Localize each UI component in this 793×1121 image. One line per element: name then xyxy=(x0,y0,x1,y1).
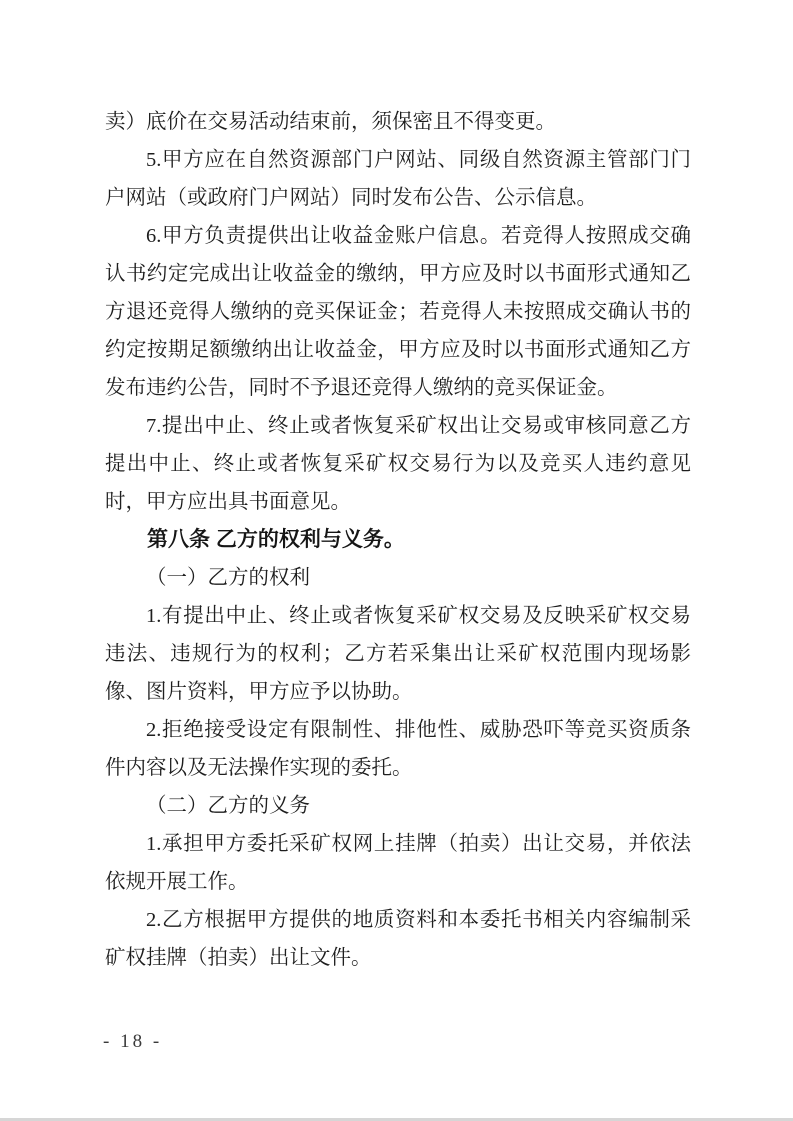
paragraph: 1.有提出中止、终止或者恢复采矿权交易及反映采矿权交易违法、违规行为的权利；乙方若采集出让采矿权范围内现场影像、图片资料，甲方应予以协助。 xyxy=(105,605,691,703)
paragraph: 2.乙方根据甲方提供的地质资料和本委托书相关内容编制采矿权挂牌（拍卖）出让文件。 xyxy=(105,909,691,969)
section-heading: 第八条 乙方的权利与义务。 xyxy=(147,528,405,551)
paragraph: 卖）底价在交易活动结束前，须保密且不得变更。 xyxy=(105,111,556,133)
paragraph: 6.甲方负责提供出让收益金账户信息。若竞得人按照成交确认书约定完成出让收益金的缴纳，甲方应及时以书面形式通知乙方退还竞得人缴纳的竞买保证金；若竞得人未按照成交确认书的约定按期足额缴纳出让收益金，甲方应及时以书面形式通知乙方发布违约公告，同时不予退还竞得人缴纳的竞买保证金。 xyxy=(105,225,691,399)
paragraph: 5.甲方应在自然资源部门户网站、同级自然资源主管部门门户网站（或政府门户网站）同时发布公告、公示信息。 xyxy=(105,149,691,209)
page-footer xyxy=(103,1031,162,1053)
document-content xyxy=(105,103,691,977)
paragraph: （一）乙方的权利 xyxy=(146,567,310,589)
paragraph: 7.提出中止、终止或者恢复采矿权出让交易或审核同意乙方提出中止、终止或者恢复采矿权交易行为以及竞买人违约意见时，甲方应出具书面意见。 xyxy=(105,415,691,513)
paragraph: 2.拒绝接受设定有限制性、排他性、威胁恐吓等竞买资质条件内容以及无法操作实现的委托。 xyxy=(105,719,691,779)
page-number: - 18 - xyxy=(103,1031,163,1052)
paragraph: 1.承担甲方委托采矿权网上挂牌（拍卖）出让交易，并依法依规开展工作。 xyxy=(105,833,691,893)
paragraph: （二）乙方的义务 xyxy=(146,795,310,817)
